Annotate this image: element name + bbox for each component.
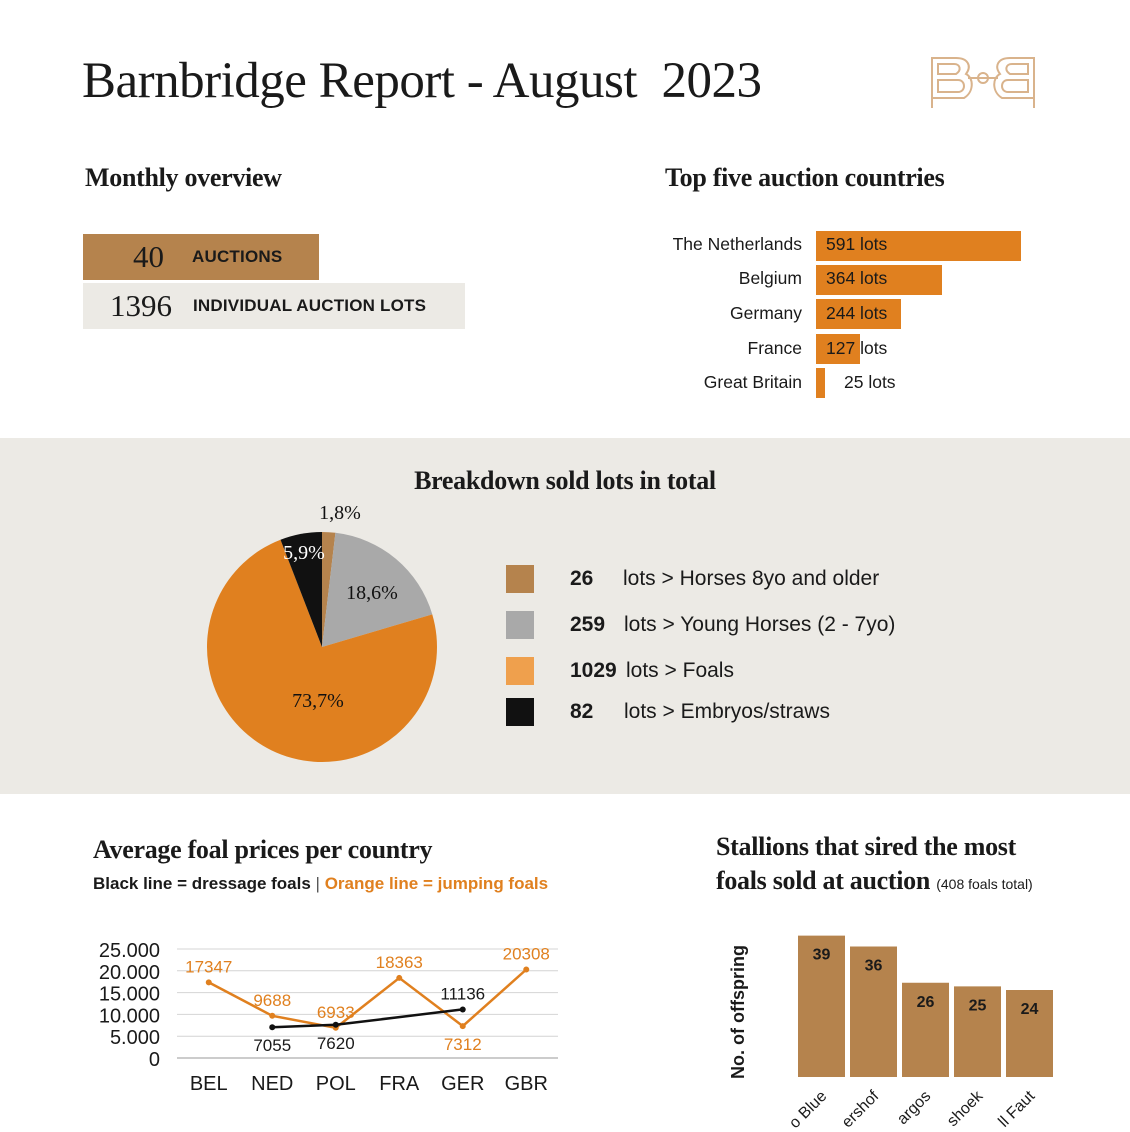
y-tick-label: 25.000: [98, 940, 160, 962]
y-tick-label: 20.000: [98, 961, 160, 984]
x-tick-label: GER: [441, 1073, 485, 1095]
country-value: [826, 338, 887, 359]
country-label: Germany: [730, 303, 802, 323]
data-label: 7055: [253, 1036, 292, 1056]
y-tick-label: 5.000: [109, 1027, 160, 1050]
x-tick-label: BEL: [189, 1073, 228, 1095]
data-label: 7312: [443, 1035, 482, 1055]
country-bar: [816, 368, 825, 398]
country-label: Belgium: [738, 268, 802, 288]
stallions-total-note: (408 foals total): [936, 876, 1033, 892]
bit-logo-icon: [928, 52, 1038, 114]
lots-label: INDIVIDUAL AUCTION LOTS: [193, 296, 427, 315]
bar-value-label: 24: [1020, 1001, 1039, 1018]
data-label: 9688: [253, 990, 292, 1010]
legend-count: 1029: [570, 659, 617, 682]
auctions-count: 40: [133, 239, 164, 274]
foal-prices-legend: [93, 874, 548, 894]
x-tick-label: FRA: [379, 1073, 420, 1095]
stallions-heading-text: foals sold at auction: [716, 866, 931, 895]
legend-count: 259: [570, 613, 606, 636]
country-value-unit: lots: [860, 338, 888, 358]
foal-price-line-chart: [80, 930, 580, 1105]
legend-black-line: Black line = dressage foals: [93, 874, 311, 893]
country-value: 591 lots: [826, 234, 888, 254]
data-label: 17347: [185, 957, 233, 977]
page-title: Barnbridge Report - August 2023: [82, 53, 762, 109]
bar-category-label: argos: [894, 1087, 935, 1129]
bar-category-label: ll Faut: [995, 1087, 1039, 1131]
legend-orange-line: Orange line = jumping foals: [324, 874, 549, 893]
data-label: 7620: [316, 1033, 355, 1053]
y-tick-label: 10.000: [98, 1005, 160, 1028]
data-point: [460, 1023, 466, 1029]
legend-swatch: [506, 611, 534, 639]
data-point: [269, 1013, 275, 1019]
bar-category-label: shoek: [944, 1087, 987, 1131]
countries-heading: Top five auction countries: [665, 163, 945, 192]
country-label: Great Britain: [703, 372, 802, 392]
data-label: 11136: [440, 984, 486, 1004]
legend-swatch: [506, 657, 534, 685]
y-tick-label: 15.000: [98, 983, 160, 1006]
data-point: [523, 966, 529, 972]
legend-swatch: [506, 565, 534, 593]
country-label: The Netherlands: [672, 234, 802, 254]
data-label: 20308: [502, 944, 550, 964]
bar-value-label: 25: [968, 997, 987, 1015]
x-tick-label: POL: [315, 1073, 356, 1095]
stallions-bar-chart: [710, 920, 1110, 1132]
legend-text: lots > Horses 8yo and older: [623, 567, 880, 590]
data-label: 6933: [316, 1002, 355, 1022]
y-axis-label: No. of offspring: [728, 945, 748, 1079]
pie-percent-label: 5,9%: [283, 542, 325, 564]
legend-text: lots > Embryos/straws: [624, 700, 830, 723]
legend-count: 26: [570, 567, 594, 590]
pie-percent-label: 18,6%: [346, 582, 398, 604]
pie-percent-label: 73,7%: [292, 690, 344, 712]
data-point: [269, 1024, 275, 1030]
x-tick-label: GBR: [504, 1073, 548, 1095]
country-value-number: 127: [826, 338, 856, 358]
data-point: [396, 975, 402, 981]
legend-text: lots > Foals: [626, 659, 734, 682]
legend-separator: |: [315, 874, 320, 893]
data-point: [333, 1022, 339, 1028]
data-point: [460, 1006, 466, 1012]
pie-percent-label: 1,8%: [319, 502, 361, 524]
bar-value-label: 36: [864, 957, 883, 975]
series-line-dressage-foals: [272, 1009, 463, 1027]
lots-kpi: [83, 283, 465, 329]
auctions-kpi: [83, 234, 319, 280]
stallions-heading-line1: Stallions that sired the most: [716, 832, 1016, 861]
breakdown-heading: Breakdown sold lots in total: [414, 466, 716, 495]
country-label: France: [747, 338, 802, 358]
bar-value-label: 39: [812, 946, 831, 964]
country-value: 364 lots: [826, 268, 888, 288]
bar-value-label: 26: [916, 993, 935, 1011]
legend-count: 82: [570, 700, 594, 723]
data-label: 18363: [375, 952, 423, 972]
x-tick-label: NED: [251, 1073, 294, 1095]
foal-prices-heading: Average foal prices per country: [93, 835, 433, 864]
stallions-heading-line2: [716, 866, 1033, 896]
bar-category-label: o Blue: [786, 1087, 831, 1132]
country-value: 25 lots: [844, 372, 896, 392]
overview-heading: Monthly overview: [85, 163, 282, 192]
y-tick-label: 0: [148, 1049, 160, 1071]
bar-category-label: ershof: [838, 1087, 883, 1132]
legend-text: lots > Young Horses (2 - 7yo): [624, 613, 896, 636]
pie-chart: [190, 495, 470, 785]
legend-swatch: [506, 698, 534, 726]
auctions-label: AUCTIONS: [192, 247, 283, 266]
country-value: 244 lots: [826, 303, 888, 323]
lots-count: 1396: [110, 288, 172, 323]
data-point: [206, 979, 212, 985]
